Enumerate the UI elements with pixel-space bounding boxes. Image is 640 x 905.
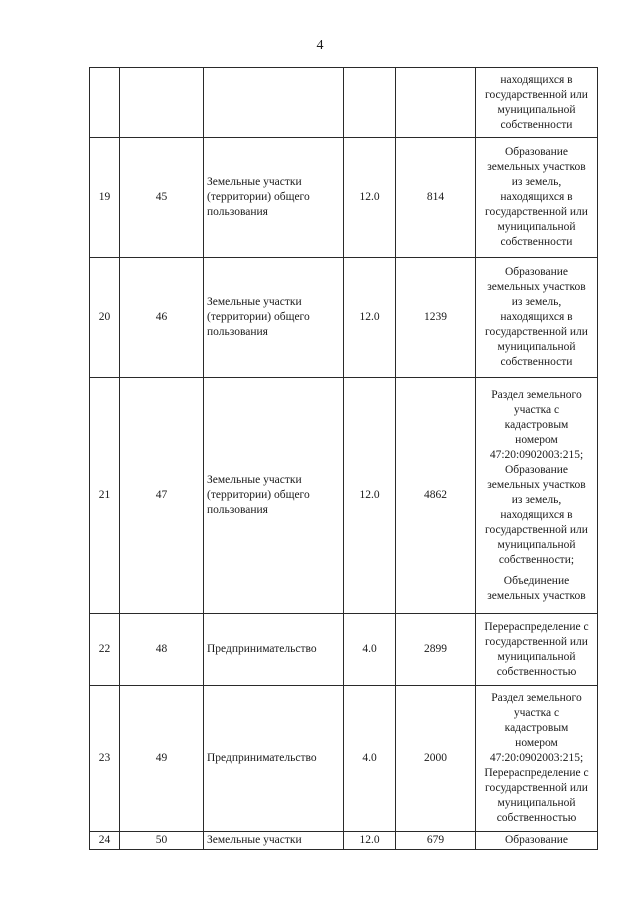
row-number-cell: 19 <box>90 138 120 258</box>
table-row <box>90 138 598 258</box>
row-number-cell: 22 <box>90 614 120 686</box>
table-row <box>90 832 598 850</box>
plot-id-cell: 48 <box>120 614 204 686</box>
use-code-cell: 4.0 <box>344 686 396 832</box>
row-number-cell: 24 <box>90 832 120 850</box>
formation-method-cell: Образование земельных участков из земель, находящихся в государственной или муниципальной собственности <box>476 138 598 258</box>
row-number-cell: 23 <box>90 686 120 832</box>
area-cell: 1239 <box>396 258 476 378</box>
table-row <box>90 686 598 832</box>
plot-id-cell: 46 <box>120 258 204 378</box>
plot-id-cell: 45 <box>120 138 204 258</box>
permitted-use-cell: Земельные участки (территории) общего пользования <box>204 138 344 258</box>
plot-id-cell: 47 <box>120 378 204 614</box>
plot-id-cell: 50 <box>120 832 204 850</box>
plot-id-cell: 49 <box>120 686 204 832</box>
permitted-use-cell <box>204 68 344 138</box>
page-number: 4 <box>316 38 324 53</box>
permitted-use-cell: Земельные участки <box>204 832 344 850</box>
formation-method-cell: находящихся в государственной или муниципальной собственности <box>476 68 598 138</box>
permitted-use-cell: Предпринимательство <box>204 614 344 686</box>
use-code-cell: 12.0 <box>344 138 396 258</box>
area-cell: 2000 <box>396 686 476 832</box>
use-code-cell <box>344 68 396 138</box>
table-row <box>90 378 598 614</box>
use-code-cell: 12.0 <box>344 258 396 378</box>
formation-method-cell: Образование <box>476 832 598 850</box>
area-cell: 2899 <box>396 614 476 686</box>
area-cell <box>396 68 476 138</box>
area-cell: 814 <box>396 138 476 258</box>
formation-method-cell: Образование земельных участков из земель, находящихся в государственной или муниципальной собственности <box>476 258 598 378</box>
row-number-cell <box>90 68 120 138</box>
plot-id-cell <box>120 68 204 138</box>
use-code-cell: 12.0 <box>344 378 396 614</box>
row-number-cell: 20 <box>90 258 120 378</box>
formation-method-cell: Раздел земельного участка с кадастровым номером 47:20:0902003:215; Перераспределение с государственной или муниципальной собственностью <box>476 686 598 832</box>
permitted-use-cell: Земельные участки (территории) общего пользования <box>204 378 344 614</box>
use-code-cell: 12.0 <box>344 832 396 850</box>
formation-method-cell: Раздел земельного участка с кадастровым номером 47:20:0902003:215; Образование земельных участков из земель, находящихся в государственной или муниципальной собственности; Объединение земельных участков <box>476 378 598 614</box>
permitted-use-cell: Земельные участки (территории) общего пользования <box>204 258 344 378</box>
area-cell: 4862 <box>396 378 476 614</box>
area-cell: 679 <box>396 832 476 850</box>
land-plots-table <box>89 67 598 850</box>
table-row <box>90 614 598 686</box>
use-code-cell: 4.0 <box>344 614 396 686</box>
table-row <box>90 258 598 378</box>
permitted-use-cell: Предпринимательство <box>204 686 344 832</box>
formation-method-cell: Перераспределение с государственной или муниципальной собственностью <box>476 614 598 686</box>
row-number-cell: 21 <box>90 378 120 614</box>
table-row <box>90 68 598 138</box>
